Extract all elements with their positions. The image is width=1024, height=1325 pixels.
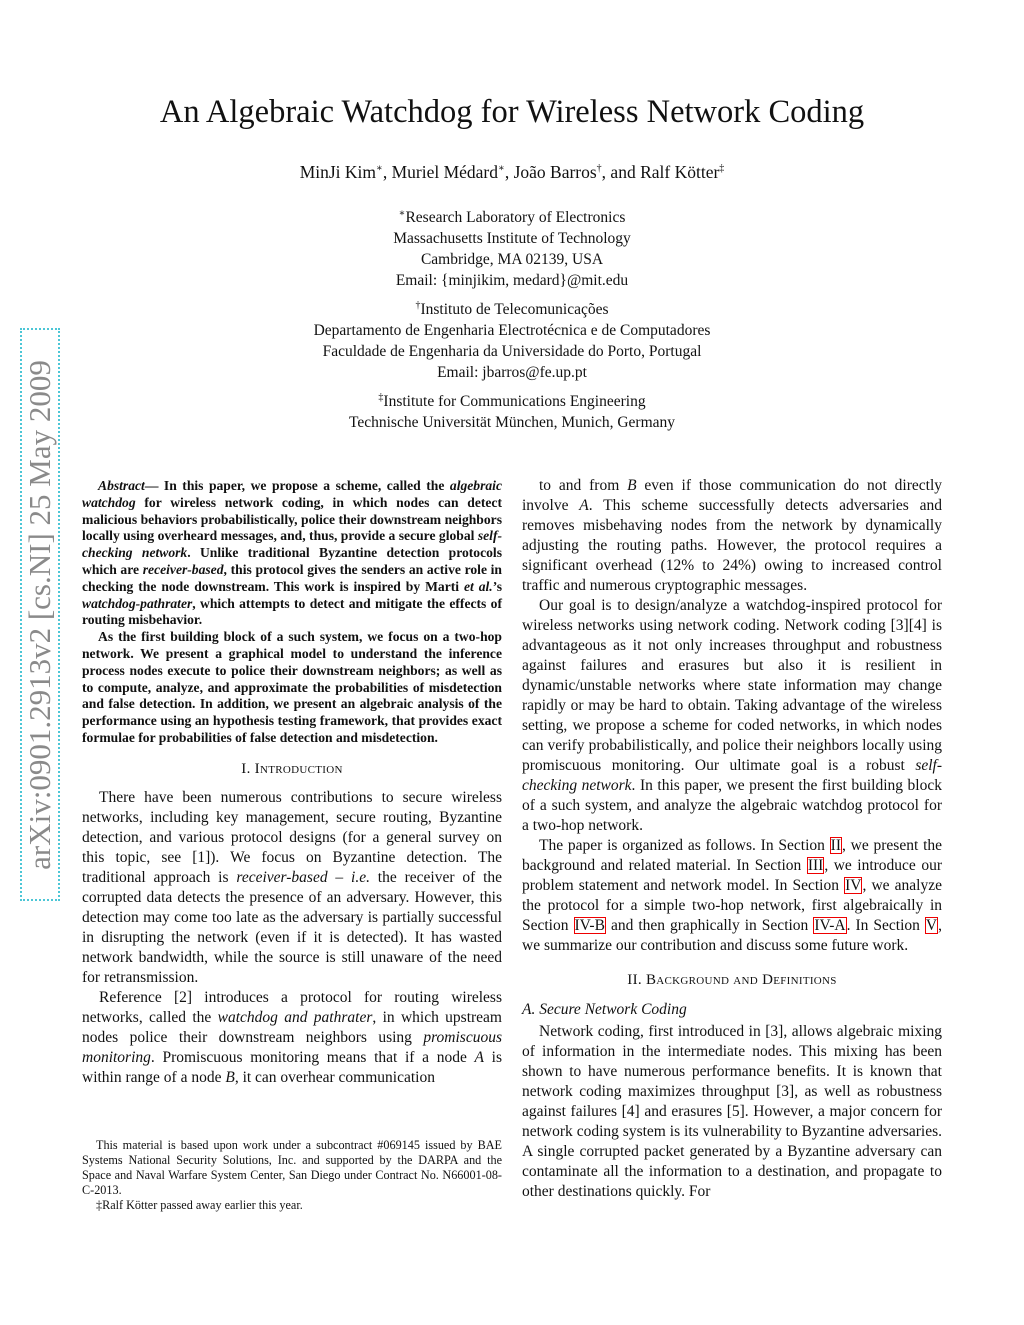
affiliation-mark: † <box>596 163 602 175</box>
text: , we summarize our contribution and discuss some future work. <box>522 917 942 954</box>
text: , we analyze the protocol for a simple two-hop network, first algebraically in Section <box>522 877 942 934</box>
italic-text: A <box>579 497 589 514</box>
text: . Promiscuous monitoring means that if a node <box>150 1048 475 1066</box>
affiliation-mark: ∗ <box>398 208 406 219</box>
author-name: MinJi Kim <box>299 162 377 182</box>
section-link[interactable]: II <box>830 837 841 854</box>
text: , in which upstream nodes police their downstream neighbors using <box>82 1008 502 1046</box>
affiliation-line: Faculdade de Engenharia da Universidade do Porto, Portugal <box>322 342 702 360</box>
paragraph <box>522 476 942 596</box>
text: the receiver of the corrupted data detects the presence of an adversary. However, this detection may come too late as the adversary is partially successful in disrupting the network (even if it is detected). It has wasted network bandwidth, while the source is still unaware of the need for retransmission. <box>82 868 503 986</box>
italic-text: watchdog and pathrater <box>217 1008 373 1026</box>
italic-text: self-checking network <box>522 757 942 794</box>
affiliation-row <box>0 271 1024 292</box>
affiliation-row <box>0 413 1024 434</box>
text: , we present the background and related material. In Section <box>522 837 943 874</box>
text: , which attempts to detect and mitigate the effects of routing misbehavior. <box>82 595 502 628</box>
affiliation-line: Email: {minjikim, medard}@mit.edu <box>395 271 629 289</box>
affiliation-mark: ‡ <box>378 392 384 403</box>
introduction-text <box>82 788 502 1088</box>
text: to and from <box>539 477 628 494</box>
text: and then graphically in Section <box>605 917 814 934</box>
paragraph <box>82 988 502 1088</box>
affiliation-row <box>0 342 1024 363</box>
affiliation-line: Departamento de Engenharia Electrotécnica e de Computadores <box>313 321 711 339</box>
affiliation-line: Research Laboratory of Electronics <box>405 209 626 227</box>
affiliation-mark: ∗ <box>498 163 505 175</box>
text: is within range of a node <box>82 1048 503 1086</box>
section-link[interactable]: III <box>807 857 824 874</box>
paragraph <box>82 629 502 747</box>
affiliation-row <box>0 321 1024 342</box>
italic-text: receiver-based <box>236 868 328 886</box>
section-link[interactable]: IV-B <box>574 917 605 934</box>
italic-text: promiscuous monitoring <box>82 1028 502 1066</box>
section-link[interactable]: IV <box>845 877 862 894</box>
italic-text: et al. <box>463 578 493 594</box>
affiliation-row <box>0 363 1024 384</box>
affiliation-line: Technische Universität München, Munich, Germany <box>348 413 676 431</box>
italic-text: Abstract <box>98 478 145 493</box>
text: . In Section <box>846 917 925 934</box>
affiliation-row <box>0 229 1024 250</box>
text: Network coding, first introduced in [3], allows algebraic mixing of information in the intermediate nodes. This mixing has been shown to have numerous performance benefits. It is known that network coding maximizes throughput [3], as well as robustness against failures [4] and erasures [5]. However, a major concern for network coding system is its vulnerability to Byzantine adversaries. A single corrupted packet generated by a Byzantine adversary can contaminate all the information to a destination, and propagate to other destinations quickly. For <box>522 1023 942 1200</box>
affiliation-row <box>0 388 1024 413</box>
paragraph <box>82 788 502 988</box>
author-separator: , <box>504 162 514 182</box>
arxiv-id: arXiv:0901.2913v2 [cs.NI] 25 May 2009 <box>22 359 57 870</box>
affiliation-mark: ∗ <box>376 163 383 175</box>
italic-text: B <box>627 477 637 494</box>
author-separator: , and <box>601 162 641 182</box>
affiliation-mark: † <box>415 300 421 311</box>
author-name: Ralf Kötter <box>640 162 720 182</box>
text: — In this paper, we propose a scheme, called the <box>144 478 450 493</box>
text: As the first building block of a such system, we focus on a two-hop network. We present a graphical model to understand the inference process nodes execute to police their downstream neighbors; as well as to compute, analyze, and approximate the probabilities of misdetection and false detection. In addition, we present an algebraic analysis of the performance using an hypothesis testing framework, that provides exact formulae for probabilities of false detection and misdetection. <box>82 629 502 745</box>
italic-text: i.e. <box>351 868 370 886</box>
footnotes <box>82 1138 502 1213</box>
text: . In this paper, we present the first building block of a such system, and analyze the algebraic watchdog protocol for a two-hop network. <box>522 777 942 834</box>
text: Reference [2] introduces a protocol for routing wireless networks, called the <box>82 988 502 1026</box>
text: The paper is organized as follows. In Section <box>539 837 830 854</box>
affiliation-line: Instituto de Telecomunicações <box>420 301 609 319</box>
left-column <box>82 478 502 1088</box>
author-list <box>0 162 1024 183</box>
footnote: This material is based upon work under a subcontract #069145 issued by BAE Systems National Security Solutions, Inc. and supported by the DARPA and the Space and Naval Warfare System Center, San Diego under Contract No. N66001-08-C-2013. <box>82 1138 502 1197</box>
text: There have been numerous contributions to secure wireless networks, including key management, secure routing, Byzantine detection, and various protocol designs (for a general survey on this topic, see [1]). We focus on Byzantine detection. The traditional approach is <box>82 788 502 886</box>
affiliation-line: Massachusetts Institute of Technology <box>393 229 631 247</box>
affiliation-tum <box>0 388 1024 434</box>
text: , it can overhear communication <box>234 1068 435 1086</box>
text: – <box>327 868 352 886</box>
arxiv-stamp <box>20 328 60 901</box>
affiliation-mit <box>0 204 1024 291</box>
paper-title: An Algebraic Watchdog for Wireless Network Coding <box>159 94 865 130</box>
author-separator: , <box>382 162 392 182</box>
affiliation-line: Cambridge, MA 02139, USA <box>420 250 604 268</box>
author-name: Muriel Médard <box>391 162 499 182</box>
text: ’s <box>492 578 502 594</box>
paragraph <box>522 836 942 956</box>
text: even if those communication do not directly involve <box>522 477 942 514</box>
section-heading-introduction: I. Introduction <box>241 760 343 777</box>
right-column <box>522 476 942 1202</box>
text: . This scheme successfully detects adversaries and removes misbehaving nodes from the network by dynamically adjusting the routing paths. However, the protocol requires a significant overhead (12% to 24%) owing to increased control traffic and numerous cryptographic messages. <box>522 497 942 594</box>
abstract <box>82 478 502 747</box>
affiliation-row <box>0 204 1024 229</box>
affiliation-line: Institute for Communications Engineering <box>383 393 646 411</box>
text: for wireless network coding, in which nodes can detect malicious behaviors probabilistically, police their downstream neighbors locally using overheard messages, and, thus, provide a secure global <box>82 494 502 544</box>
italic-text: receiver-based <box>142 561 224 577</box>
affiliation-porto <box>0 296 1024 383</box>
subsection-heading-secure-network-coding: A. Secure Network Coding <box>522 1001 687 1018</box>
affiliation-mark: ‡ <box>719 163 725 175</box>
italic-text: algebraic watchdog <box>82 478 502 510</box>
footnote: ‡Ralf Kötter passed away earlier this year. <box>96 1198 303 1212</box>
paragraph <box>82 478 502 629</box>
italic-text: watchdog-pathrater <box>82 595 193 611</box>
text: . Unlike traditional Byzantine detection protocols which are <box>82 545 503 577</box>
text: , this protocol gives the senders an active role in checking the node downstream. This work is inspired by Marti <box>82 561 502 594</box>
affiliation-row <box>0 250 1024 271</box>
section-heading-background: II. Background and Definitions <box>627 972 837 988</box>
italic-text: B <box>225 1068 235 1086</box>
affiliation-line: Email: jbarros@fe.up.pt <box>437 363 587 381</box>
section-link[interactable]: IV-A <box>814 917 846 934</box>
italic-text: A <box>474 1048 484 1066</box>
section-link[interactable]: V <box>925 917 938 934</box>
affiliation-row <box>0 296 1024 321</box>
paragraph <box>522 1022 942 1202</box>
text: Our goal is to design/analyze a watchdog-inspired protocol for wireless networks using network coding. Network coding [3][4] is advantageous as it not only increases throughput and robustness against failures and erasures but also it is resilient in dynamic/unstable networks where state information may change rapidly or may be hard to obtain. Taking advantage of the wireless setting, we propose a scheme for coded networks, in which nodes can verify probabilistically, and police their neighbors locally using promiscuous monitoring. Our ultimate goal is a robust <box>522 597 942 774</box>
text: , we introduce our problem statement and network model. In Section <box>522 857 942 894</box>
paragraph <box>522 596 942 836</box>
italic-text: self-checking network <box>82 528 502 561</box>
author-name: João Barros <box>513 162 597 182</box>
